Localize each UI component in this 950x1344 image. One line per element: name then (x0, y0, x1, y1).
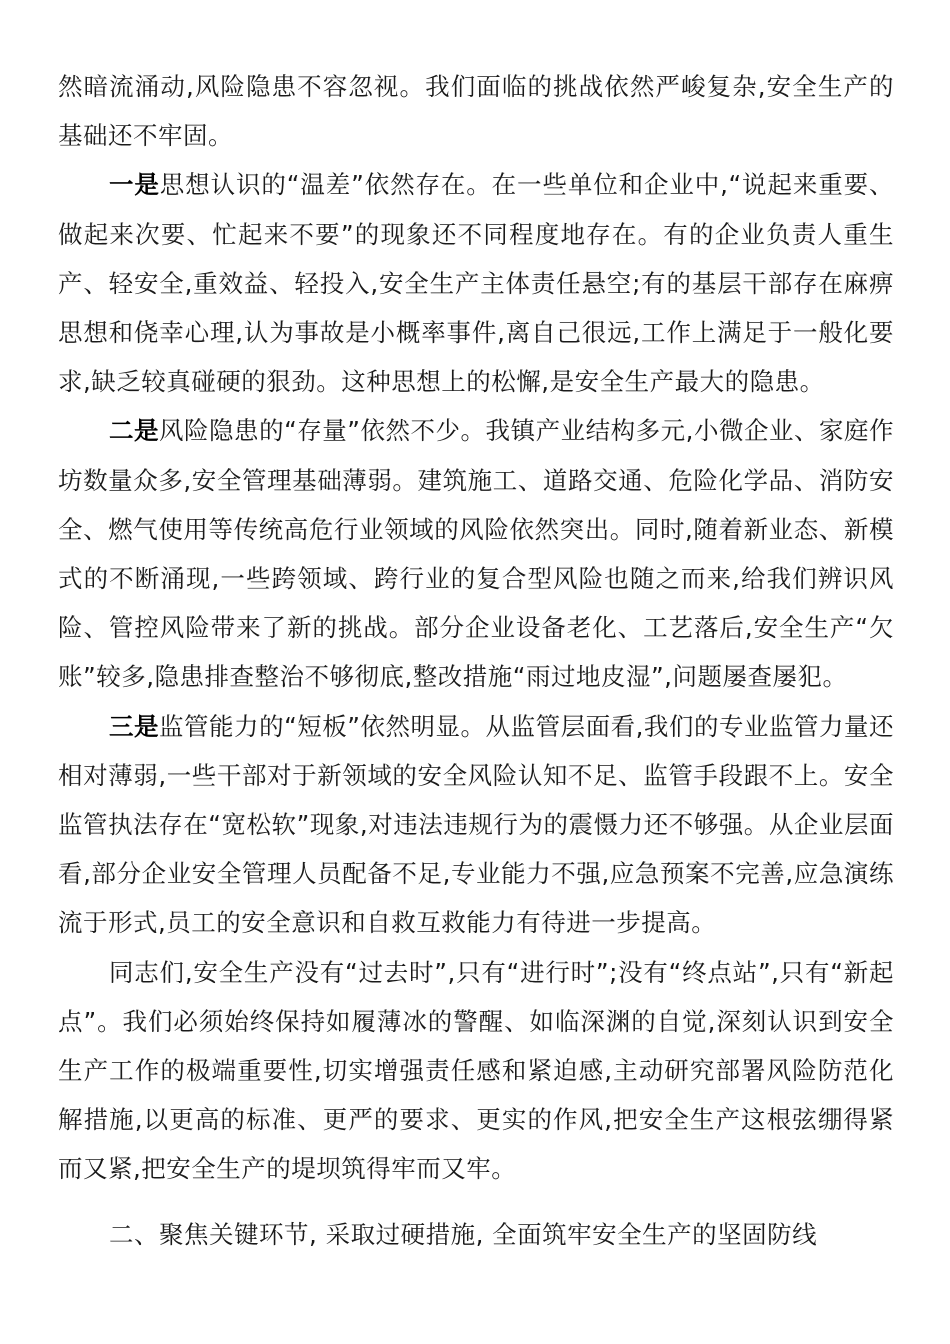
point-text-1: 思想认识的“温差”依然存在。在一些单位和企业中,“说起来重要、做起来次要、忙起来不要”的现象还不同程度地存在。有的企业负责人重生产、轻安全,重效益、轻投入,安全生产主体责任悬空;有的基层干部存在麻痹思想和侥幸心理,认为事故是小概率事件,离自己很远,工作上满足于一般化要求,缺乏较真碰硬的狠劲。这种思想上的松懈,是安全生产最大的隐患。 (58, 170, 895, 397)
point-text-3: 监管能力的“短板”依然明显。从监管层面看,我们的专业监管力量还相对薄弱,一些干部对于新领域的安全风险认知不足、监管手段跟不上。安全监管执法存在“宽松软”现象,对违法违规行为的震慑力还不够强。从企业层面看,部分企业安全管理人员配备不足,专业能力不强,应急预案不完善,应急演练流于形式,员工的安全意识和自救互救能力有待进一步提高。 (58, 711, 895, 938)
closing-paragraph: 同志们,安全生产没有“过去时”,只有“进行时”;没有“终点站”,只有“新起点”。我们必须始终保持如履薄冰的警醒、如临深渊的自觉,深刻认识到安全生产工作的极端重要性,切实增强责任感和紧迫感,主动研究部署风险防范化解措施,以更高的标准、更严的要求、更实的作风,把安全生产这根弦绷得紧而又紧,把安全生产的堤坝筑得牢而又牢。 (58, 957, 894, 1184)
point-lead-1: 一是 (109, 170, 160, 200)
document-body (58, 62, 894, 1194)
point-paragraph-3 (58, 702, 894, 948)
continuation-paragraph: 然暗流涌动,风险隐患不容忽视。我们面临的挑战依然严峻复杂,安全生产的基础还不牢固。 (58, 72, 894, 151)
point-lead-3: 三是 (109, 711, 160, 741)
point-paragraph-1 (58, 160, 894, 406)
section-heading: 二、聚焦关键环节, 采取过硬措施, 全面筑牢安全生产的坚固防线 (109, 1220, 818, 1249)
point-lead-2: 二是 (109, 416, 160, 446)
point-text-2: 风险隐患的“存量”依然不少。我镇产业结构多元,小微企业、家庭作坊数量众多,安全管理基础薄弱。建筑施工、道路交通、危险化学品、消防安全、燃气使用等传统高危行业领域的风险依然突出。同时,随着新业态、新模式的不断涌现,一些跨领域、跨行业的复合型风险也随之而来,给我们辨识风险、管控风险带来了新的挑战。部分企业设备老化、工艺落后,安全生产“欠账”较多,隐患排查整治不够彻底,整改措施“雨过地皮湿”,问题屡查屡犯。 (58, 416, 895, 692)
point-paragraph-2 (58, 406, 894, 701)
